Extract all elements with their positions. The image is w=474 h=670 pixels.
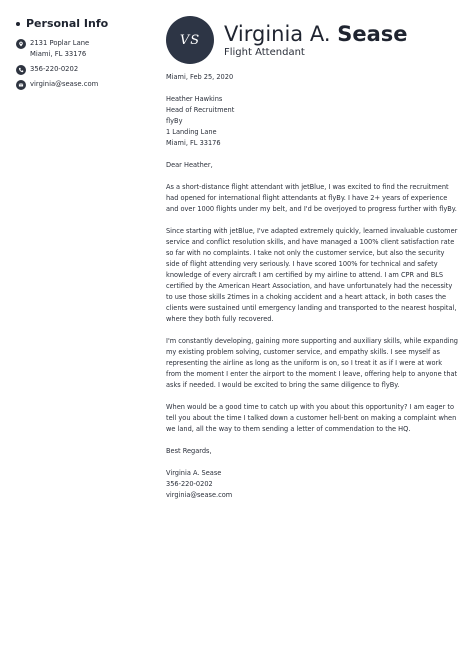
- email-icon: [16, 80, 26, 90]
- email-row: [16, 79, 151, 90]
- last-name: Sease: [337, 22, 408, 46]
- recipient-street: 1 Landing Lane: [166, 128, 217, 136]
- recipient-block: [166, 94, 458, 149]
- bullet-dot-icon: [16, 22, 20, 26]
- signoff-block: [166, 468, 458, 501]
- signoff-phone: 356-220-0202: [166, 480, 213, 488]
- phone-text: 356-220-0202: [30, 65, 79, 73]
- personal-info-heading: [16, 17, 151, 30]
- address-line2: Miami, FL 33176: [30, 50, 87, 58]
- phone-icon: [16, 65, 26, 75]
- recipient-name: Heather Hawkins: [166, 95, 223, 103]
- recipient-company: flyBy: [166, 117, 183, 125]
- name-block: [224, 22, 407, 58]
- address-row: [16, 38, 151, 60]
- signoff-email[interactable]: virginia@sease.com: [166, 491, 233, 499]
- sidebar: [16, 17, 151, 94]
- letter-paragraph: Since starting with jetBlue, I've adapted extremely quickly, learned invaluable customer service and conflict resolution skills, and have managed a 100% client satisfaction rate so far with no complaints. I take not only the customer service, but also the security side of flight attending very seriously. I have scored 100% for technical and safety knowledge of every aircraft I am certified by my airline to attend. I am CPR and BLS certified by the American Heart Association, and have unfortunately had the necessity to use those skills 2times in a choking accident and a heart attack, in both cases the clients were sustained until emergency landing and transported to the nearest hospital, where they both fully recovered.: [166, 227, 458, 323]
- email-text[interactable]: virginia@sease.com: [30, 80, 99, 88]
- recipient-city: Miami, FL 33176: [166, 139, 221, 147]
- phone-row: [16, 64, 151, 75]
- letter-closing: Best Regards,: [166, 447, 212, 455]
- monogram-avatar: VS: [166, 16, 214, 64]
- letter-paragraph: I'm constantly developing, gaining more supporting and auxiliary skills, while expanding my existing problem solving, customer service, and empathy skills. I see myself as representing the airline as long as the uniform is on, so I treat it as if I were at work from the moment I enter the airport to the moment I leave, offering help to anyone that asks if needed. I would be excited to bring the same diligence to flyBy.: [166, 337, 458, 389]
- letter-paragraph: When would be a good time to catch up with you about this opportunity? I am eager to tell you about the time I talked down a customer hell-bent on making a complaint when we land, all the way to them sending a letter of commendation to the HQ.: [166, 403, 457, 433]
- location-pin-icon: [16, 39, 26, 49]
- letter-date: Miami, Feb 25, 2020: [166, 73, 234, 81]
- applicant-name: [224, 22, 407, 46]
- recipient-title: Head of Recruitment: [166, 106, 235, 114]
- address-text: [30, 38, 89, 60]
- first-name: Virginia A.: [224, 22, 338, 46]
- address-line1: 2131 Poplar Lane: [30, 39, 90, 47]
- letter-body: [166, 72, 458, 501]
- signoff-name: Virginia A. Sease: [166, 469, 222, 477]
- letter-paragraph: As a short-distance flight attendant with jetBlue, I was excited to find the recruitment had opened for international flight attendants at flyBy. I have 2+ years of experience and over 1000 flights under my belt, and I'd be overjoyed to progress further with flyBy.: [166, 183, 457, 213]
- job-title: Flight Attendant: [224, 47, 305, 58]
- header: [166, 16, 407, 64]
- letter-greeting: Dear Heather,: [166, 161, 213, 169]
- personal-info-title: Personal Info: [26, 17, 109, 30]
